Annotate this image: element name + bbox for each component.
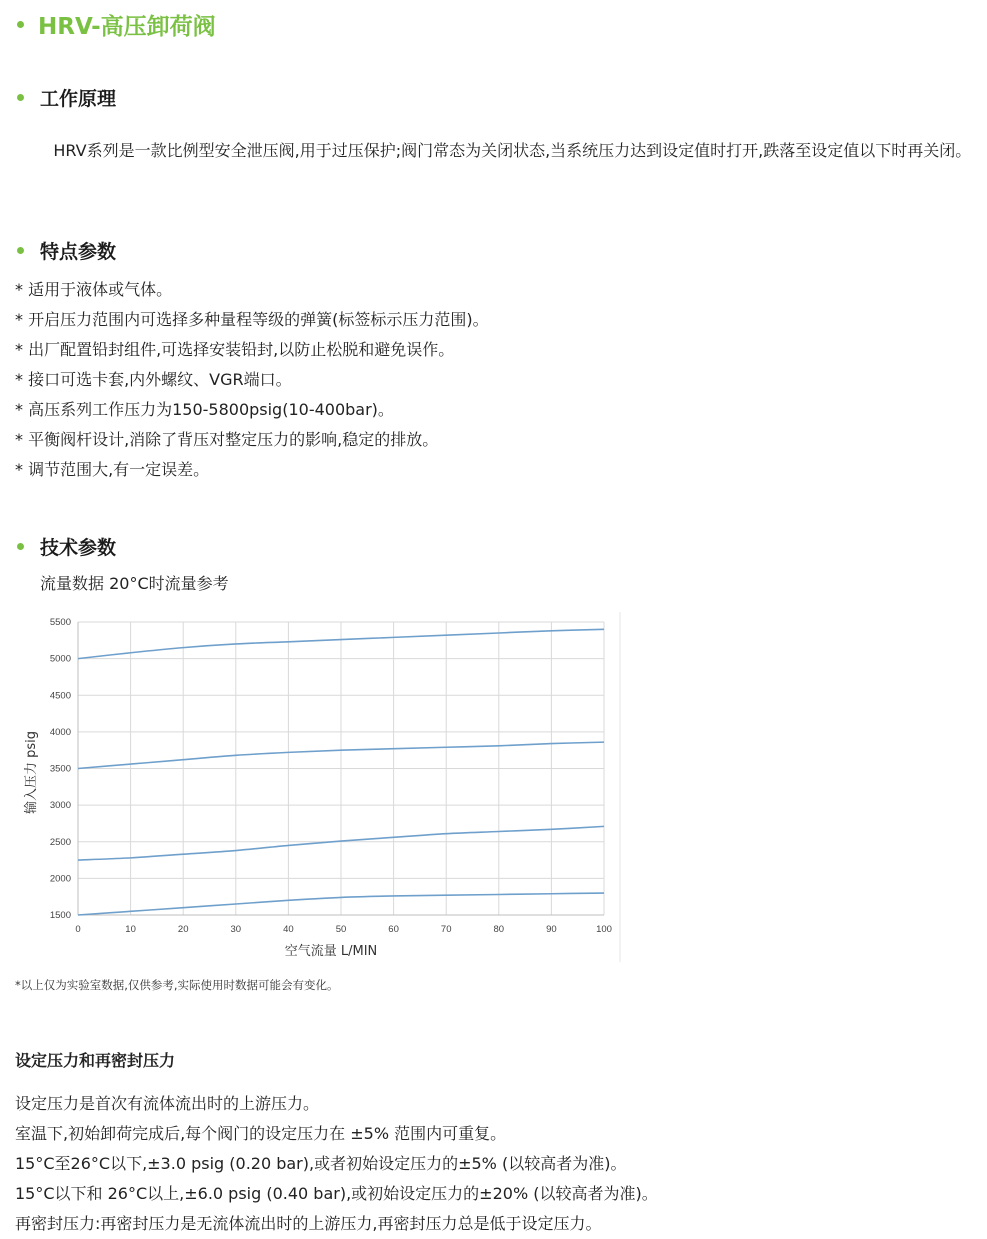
bullet-dot-icon xyxy=(17,21,24,28)
bullet-dot-icon xyxy=(17,247,24,254)
x-tick-label: 90 xyxy=(546,924,557,935)
list-item: 设定压力是首次有流体流出时的上游压力。 xyxy=(15,1094,320,1113)
x-tick-label: 20 xyxy=(177,924,189,935)
y-tick-label: 5000 xyxy=(49,653,71,665)
list-item: 室温下,初始卸荷完成后,每个阀门的设定压力在 ±5% 范围内可重复。 xyxy=(15,1124,507,1143)
chart-note: *以上仅为实验室数据,仅供参考,实际使用时数据可能会有变化。 xyxy=(15,978,339,992)
y-tick-label: 2500 xyxy=(49,836,71,848)
list-item: 再密封压力:再密封压力是无流体流出时的上游压力,再密封压力总是低于设定压力。 xyxy=(15,1214,602,1233)
y-tick-label: 3000 xyxy=(49,800,71,812)
list-item: 15°C以下和 26°C以上,±6.0 psig (0.40 bar),或初始设定压力的±20% (以较高者为准)。 xyxy=(15,1184,658,1203)
section-heading-tech: 技术参数 xyxy=(17,533,116,560)
list-item: 15°C至26°C以下,±3.0 psig (0.20 bar),或者初始设定压力的±5% (以较高者为准)。 xyxy=(15,1154,627,1173)
y-tick-label: 2000 xyxy=(49,873,71,885)
y-tick-label: 3500 xyxy=(49,763,71,775)
x-tick-label: 30 xyxy=(230,924,242,935)
bullet-dot-icon xyxy=(17,94,24,101)
list-item: * 开启压力范围内可选择多种量程等级的弹簧(标签标示压力范围)。 xyxy=(15,310,489,329)
list-item: * 调节范围大,有一定误差。 xyxy=(15,460,210,479)
x-tick-label: 50 xyxy=(335,924,347,935)
section-heading-reseal: 设定压力和再密封压力 xyxy=(15,1051,176,1070)
list-item: * 接口可选卡套,内外螺纹、VGR端口。 xyxy=(15,370,292,389)
y-tick-label: 5500 xyxy=(49,617,71,628)
x-tick-label: 70 xyxy=(440,924,452,935)
y-axis-label: 输入压力 psig xyxy=(24,730,39,815)
x-tick-label: 0 xyxy=(75,924,81,935)
list-item: * 平衡阀杆设计,消除了背压对整定压力的影响,稳定的排放。 xyxy=(15,430,439,449)
y-tick-label: 4500 xyxy=(49,690,71,702)
list-item: * 适用于液体或气体。 xyxy=(15,280,173,299)
x-tick-label: 40 xyxy=(283,924,294,935)
x-tick-label: 100 xyxy=(596,924,612,935)
bullet-dot-icon xyxy=(17,543,24,550)
section-heading-features: 特点参数 xyxy=(17,237,116,264)
features-list xyxy=(15,275,489,485)
page-title xyxy=(17,8,216,41)
page-title-text: HRV-高压卸荷阀 xyxy=(38,14,216,40)
chart-caption: 流量数据 20°C时流量参考 xyxy=(40,574,229,593)
section-heading-principle: 工作原理 xyxy=(17,84,116,111)
x-tick-label: 60 xyxy=(388,924,399,935)
x-tick-label: 10 xyxy=(125,924,136,935)
x-axis-label: 空气流量 L/MIN xyxy=(284,944,378,959)
reseal-list xyxy=(15,1089,658,1239)
list-item: * 高压系列工作压力为150-5800psig(10-400bar)。 xyxy=(15,400,394,419)
list-item: * 出厂配置铅封组件,可选择安装铅封,以防止松脱和避免误作。 xyxy=(15,340,455,359)
y-tick-label: 1500 xyxy=(49,910,71,921)
flow-chart xyxy=(18,606,628,966)
principle-text: HRV系列是一款比例型安全泄压阀,用于过压保护;阀门常态为关闭状态,当系统压力达到设定值时打开,跌落至设定值以下时再关闭。 xyxy=(53,141,972,160)
y-tick-label: 4000 xyxy=(49,726,71,738)
x-tick-label: 80 xyxy=(493,924,505,935)
